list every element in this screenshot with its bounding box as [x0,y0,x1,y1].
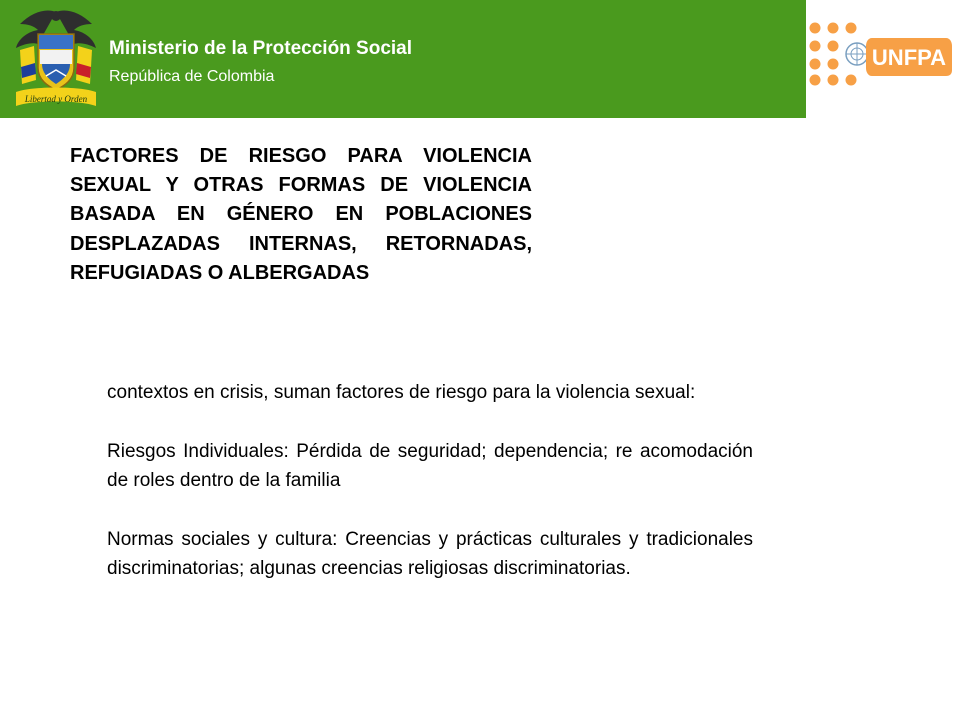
slide-body [107,378,753,613]
individual-risks-paragraph: Riesgos Individuales: Pérdida de seguridad; dependencia; re acomodación de roles dentro de la familia [107,440,753,492]
unfpa-text: UNFPA [871,45,947,70]
unfpa-logo [806,18,952,90]
header-band [0,0,806,118]
crest-motto: Libertad y Orden [24,94,88,104]
un-emblem-icon [846,43,868,65]
ministry-title: Ministerio de la Protección Social [109,38,413,59]
ministry-subtitle: República de Colombia [109,68,275,85]
colombia-crest-icon [12,6,100,112]
social-norms-paragraph: Normas sociales y cultura: Creencias y prácticas culturales y tradicionales discriminatorias; algunas creencias religiosas discriminatorias. [107,529,753,580]
slide-title: FACTORES DE RIESGO PARA VIOLENCIA SEXUAL Y OTRAS FORMAS DE VIOLENCIA BASADA EN GÉNERO EN POBLACIONES DESPLAZADAS INTERNAS, RETORNADAS, REFUGIADAS O ALBERGADAS [70,145,532,284]
intro-paragraph: contextos en crisis, suman factores de riesgo para la violencia sexual: [107,382,696,403]
